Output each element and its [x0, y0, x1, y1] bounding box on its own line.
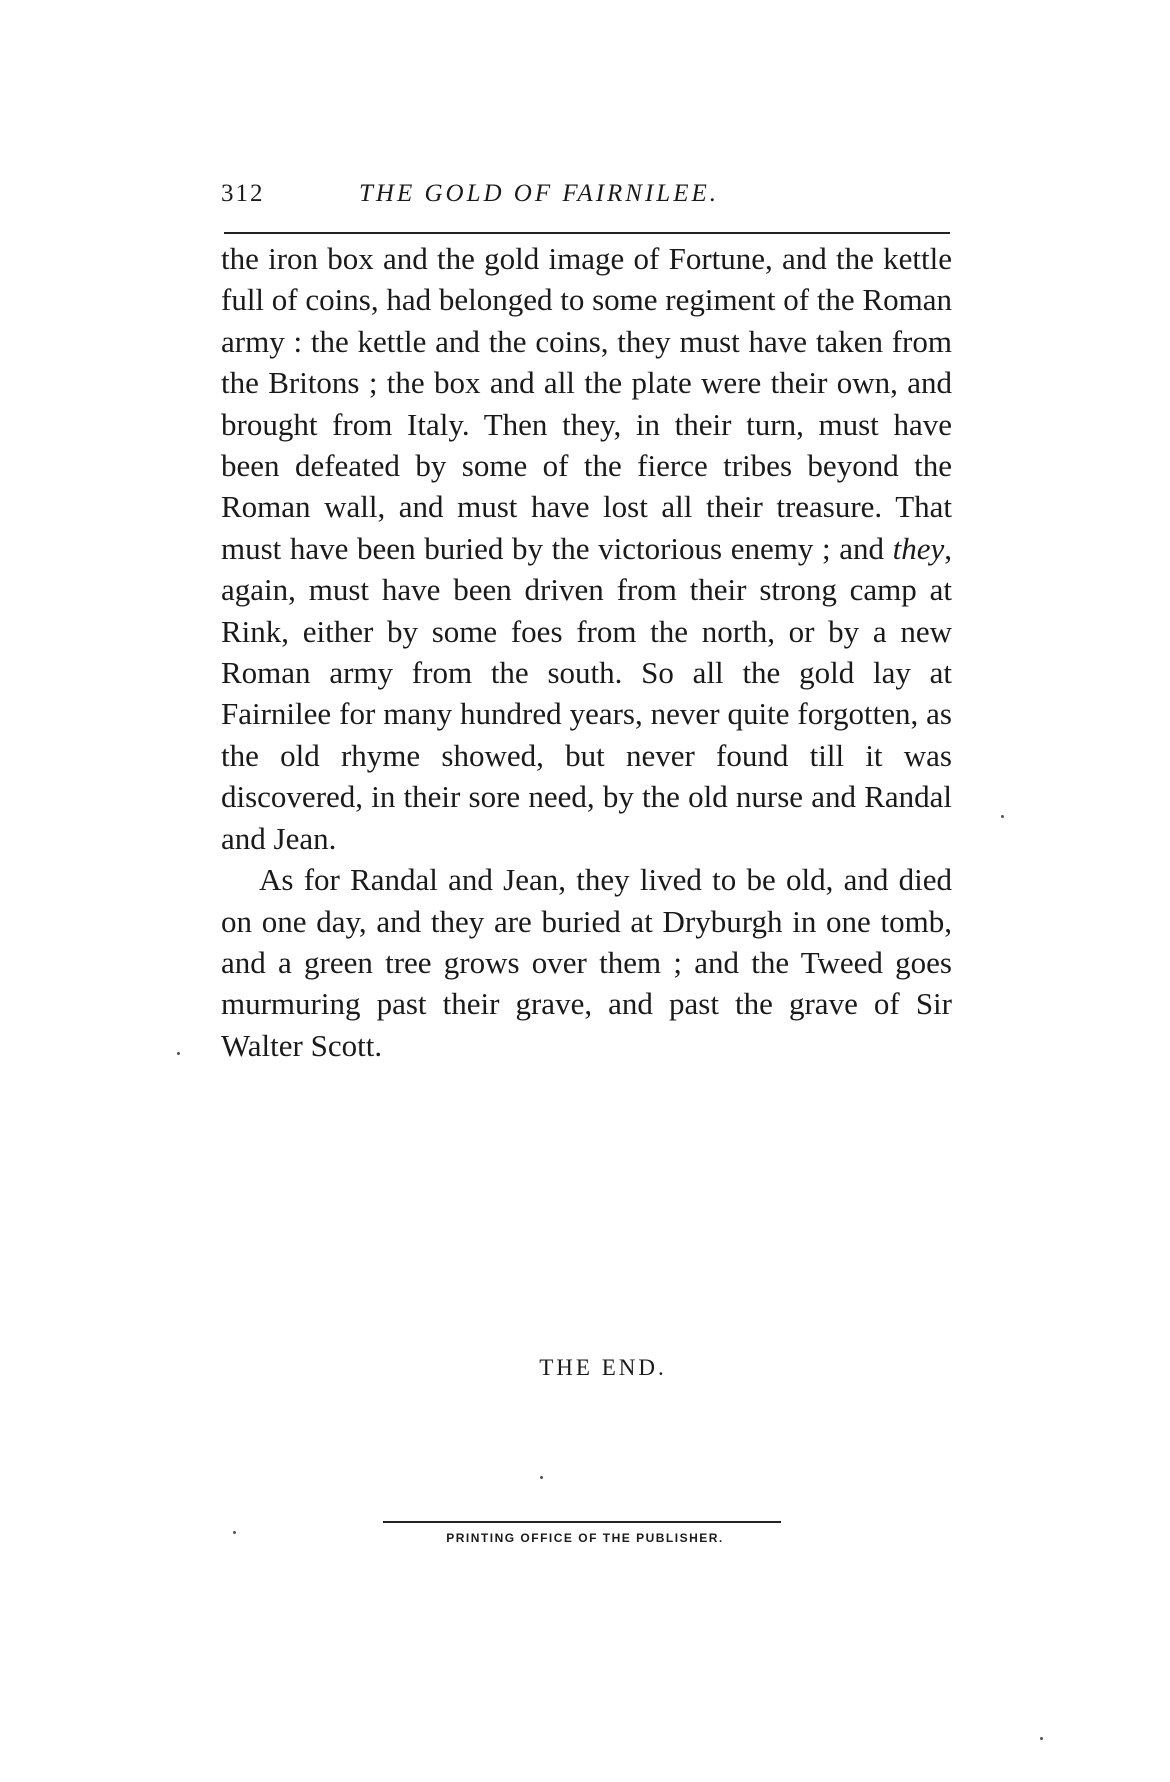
header-rule: [224, 232, 950, 234]
paragraph-1-emphasis: they: [892, 530, 945, 566]
page-number: 312: [221, 180, 265, 207]
paragraph-2: As for Randal and Jean, they lived to be old, and died on one day, and they are buried at Dryburgh in one tomb, and a green tree grows over them ; and the Tweed goes murmuring past their grave, and past the grave of Sir Walter Scott.: [221, 862, 952, 1063]
paper-speck: [1001, 815, 1004, 818]
paragraph-1: [221, 238, 952, 859]
paper-speck: [177, 1052, 180, 1055]
paper-speck: [1040, 1737, 1043, 1740]
imprint-rule: [383, 1521, 781, 1523]
paper-speck: [540, 1476, 543, 1479]
printer-imprint: PRINTING OFFICE OF THE PUBLISHER.: [446, 1531, 724, 1545]
paragraph-1-part-1: the iron box and the gold image of Fortune, and the kettle full of coins, had belonged to some regiment of the Roman army : the kettle and the coins, they must have taken from the Britons ; the box and all the plate were their own, and brought from Italy. Then they, in their turn, must have been defeated by some of the fierce tribes beyond the Roman wall, and must have lost all their treasure. That must have been buried by the victorious enemy ; and: [221, 241, 952, 566]
body-text: [221, 238, 952, 1066]
running-title: THE GOLD OF FAIRNILEE.: [359, 180, 719, 207]
running-head: [221, 180, 953, 220]
paper-speck: [233, 1531, 236, 1534]
the-end-mark: THE END.: [539, 1355, 667, 1380]
paragraph-1-part-2: , again, must have been driven from their strong camp at Rink, either by some foes from the north, or by a new Roman army from the south. So all the gold lay at Fairnilee for many hundred years, never quite forgotten, as the old rhyme showed, but never found till it was discovered, in their sore need, by the old nurse and Randal and Jean.: [221, 530, 952, 856]
